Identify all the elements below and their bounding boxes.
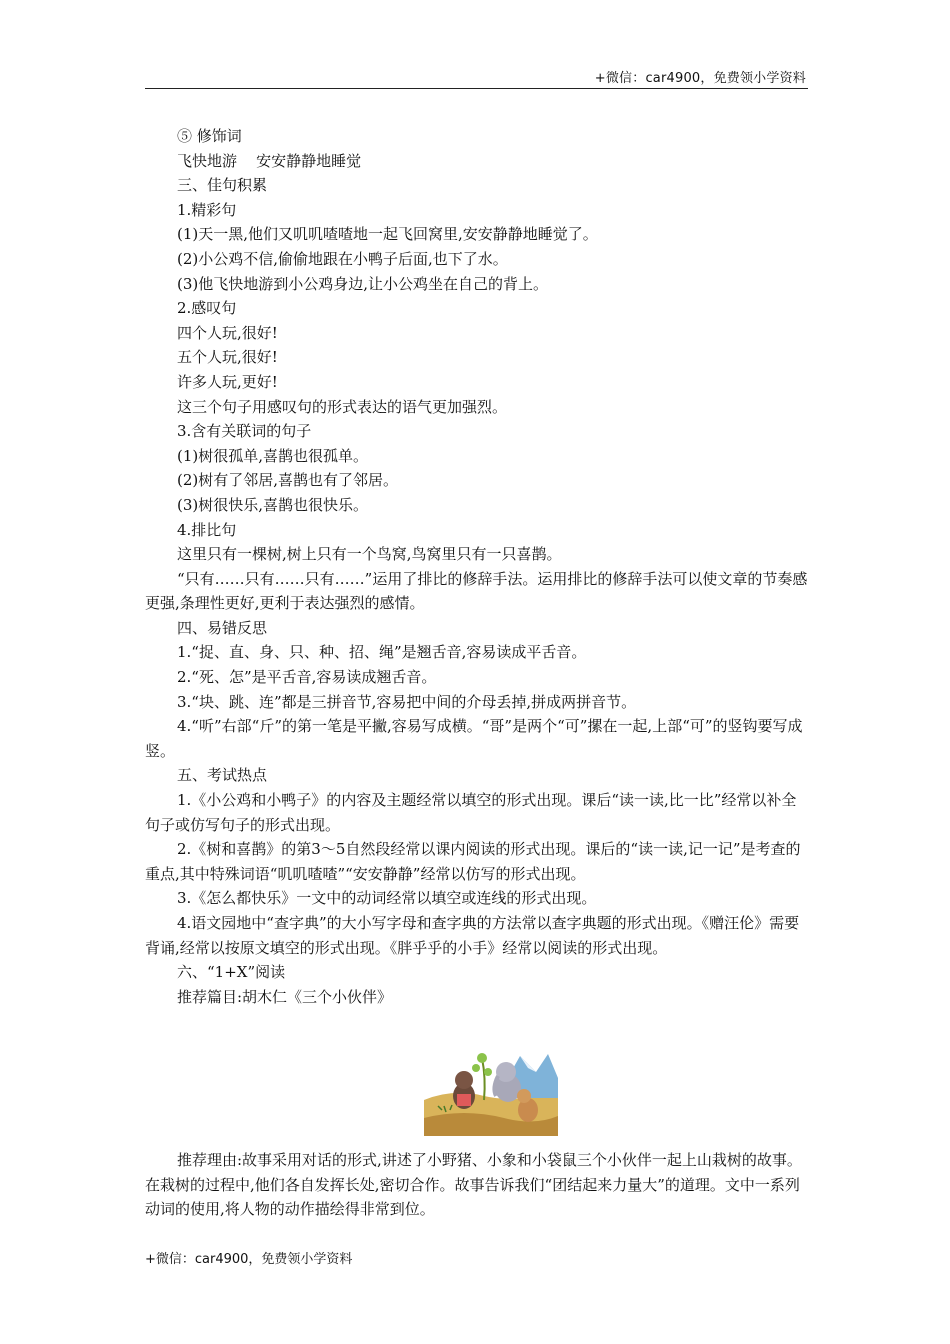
paragraph: (2)树有了邻居,喜鹊也有了邻居。	[177, 471, 399, 490]
paragraph: 四个人玩,很好!	[177, 323, 278, 342]
paragraph: 推荐篇目:胡木仁《三个小伙伴》	[177, 987, 393, 1006]
section-heading: 六、“1+X”阅读	[177, 963, 286, 982]
paragraph: ⑤ 修饰词	[177, 127, 242, 145]
subheading: 3.含有关联词的句子	[177, 422, 312, 441]
paragraph: (3)他飞快地游到小公鸡身边,让小公鸡坐在自己的背上。	[177, 274, 549, 293]
paragraph: 1.“捉、直、身、只、种、招、绳”是翘舌音,容易读成平舌音。	[177, 643, 587, 662]
paragraph: (1)天一黑,他们又叽叽喳喳地一起飞回窝里,安安静静地睡觉了。	[177, 225, 598, 244]
document-body	[145, 124, 808, 1009]
paragraph: 这三个句子用感叹句的形式表达的语气更加强烈。	[177, 397, 508, 416]
subheading: 2.感叹句	[177, 299, 237, 318]
header-text: +微信：car4900，免费领小学资料	[594, 71, 806, 86]
paragraph: (1)树很孤单,喜鹊也很孤单。	[177, 446, 369, 465]
paragraph: 这里只有一棵树,树上只有一个鸟窝,鸟窝里只有一只喜鹊。	[177, 545, 562, 564]
paragraph: 飞快地游 安安静静地睡觉	[177, 151, 362, 170]
subheading: 1.精彩句	[177, 200, 237, 219]
section-heading: 四、易错反思	[177, 618, 268, 637]
subheading: 4.排比句	[177, 520, 237, 539]
section-heading: 三、佳句积累	[177, 176, 268, 195]
paragraph: 许多人玩,更好!	[177, 372, 278, 391]
page-header	[145, 64, 808, 89]
story-illustration	[424, 1048, 558, 1136]
section-heading: 五、考试热点	[177, 766, 268, 785]
paragraph: 推荐理由:故事采用对话的形式,讲述了小野猪、小象和小袋鼠三个小伙伴一起上山栽树的故事。在栽树的过程中,他们各自发挥长处,密切合作。故事告诉我们“团结起来力量大”的道理。文中一系列动词的使用,将人物的动作描绘得非常到位。	[145, 1151, 802, 1219]
page-footer	[145, 1248, 352, 1267]
paragraph: 3.“块、跳、连”都是三拼音节,容易把中间的介母丢掉,拼成两拼音节。	[177, 692, 637, 711]
paragraph: 2.“死、怎”是平舌音,容易读成翘舌音。	[177, 668, 437, 687]
illustration-image	[424, 1048, 558, 1136]
paragraph: 五个人玩,很好!	[177, 348, 278, 367]
paragraph: 1.《小公鸡和小鸭子》的内容及主题经常以填空的形式出现。课后“读一读,比一比”经常以补全句子或仿写句子的形式出现。	[145, 791, 797, 834]
reason-block	[145, 1148, 808, 1222]
paragraph: (3)树很快乐,喜鹊也很快乐。	[177, 495, 369, 514]
footer-text: +微信：car4900，免费领小学资料	[145, 1252, 353, 1267]
paragraph: 4.语文园地中“查字典”的大小写字母和查字典的方法常以查字典题的形式出现。《赠汪伦》需要背诵,经常以按原文填空的形式出现。《胖乎乎的小手》经常以阅读的形式出现。	[145, 914, 800, 957]
paragraph: 2.《树和喜鹊》的第3～5自然段经常以课内阅读的形式出现。课后的“读一读,记一记”是考查的重点,其中特殊词语“叽叽喳喳”“安安静静”经常以仿写的形式出现。	[145, 840, 801, 883]
paragraph: 4.“听”右部“斤”的第一笔是平撇,容易写成横。“哥”是两个“可”摞在一起,上部“可”的竖钩要写成竖。	[145, 717, 803, 760]
paragraph: 3.《怎么都快乐》一文中的动词经常以填空或连线的形式出现。	[177, 889, 597, 908]
paragraph: “只有……只有……只有……”运用了排比的修辞手法。运用排比的修辞手法可以使文章的节奏感更强,条理性更好,更利于表达强烈的感情。	[145, 569, 808, 613]
paragraph: (2)小公鸡不信,偷偷地跟在小鸭子后面,也下了水。	[177, 249, 508, 268]
